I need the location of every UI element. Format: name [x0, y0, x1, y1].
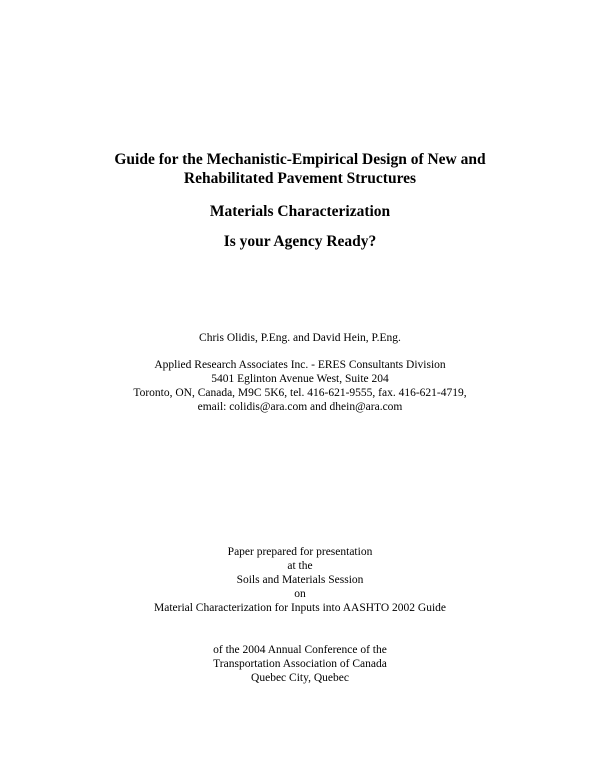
- presentation-line-2: at the: [287, 560, 313, 572]
- presentation-note: [0, 545, 600, 615]
- paper-title-line-1: Guide for the Mechanistic-Empirical Design of New and: [114, 151, 486, 168]
- paper-title: [0, 150, 600, 188]
- paper-title-line-2: Rehabilitated Pavement Structures: [183, 170, 417, 187]
- affiliation-email: email: colidis@ara.com and dhein@ara.com: [197, 401, 403, 413]
- conference-name-line-2: Transportation Association of Canada: [213, 658, 387, 670]
- affiliation-city-contact: Toronto, ON, Canada, M9C 5K6, tel. 416-621-9555, fax. 416-621-4719,: [133, 387, 467, 399]
- paper-subtitle-question: Is your Agency Ready?: [223, 233, 377, 250]
- paper-subtitle-topic: Materials Characterization: [209, 203, 391, 220]
- authors: Chris Olidis, P.Eng. and David Hein, P.Eng.: [199, 332, 401, 344]
- conference-info: [0, 643, 600, 685]
- affiliation-street-address: 5401 Eglinton Avenue West, Suite 204: [211, 373, 389, 385]
- affiliation: [0, 358, 600, 414]
- conference-name-line-1: of the 2004 Annual Conference of the: [213, 644, 387, 656]
- presentation-session: Soils and Materials Session: [236, 574, 364, 586]
- conference-location: Quebec City, Quebec: [251, 672, 349, 684]
- affiliation-organization: Applied Research Associates Inc. - ERES Consultants Division: [154, 359, 446, 371]
- presentation-line-4: on: [294, 588, 306, 600]
- presentation-line-1: Paper prepared for presentation: [227, 546, 373, 558]
- presentation-topic: Material Characterization for Inputs into AASHTO 2002 Guide: [153, 602, 446, 614]
